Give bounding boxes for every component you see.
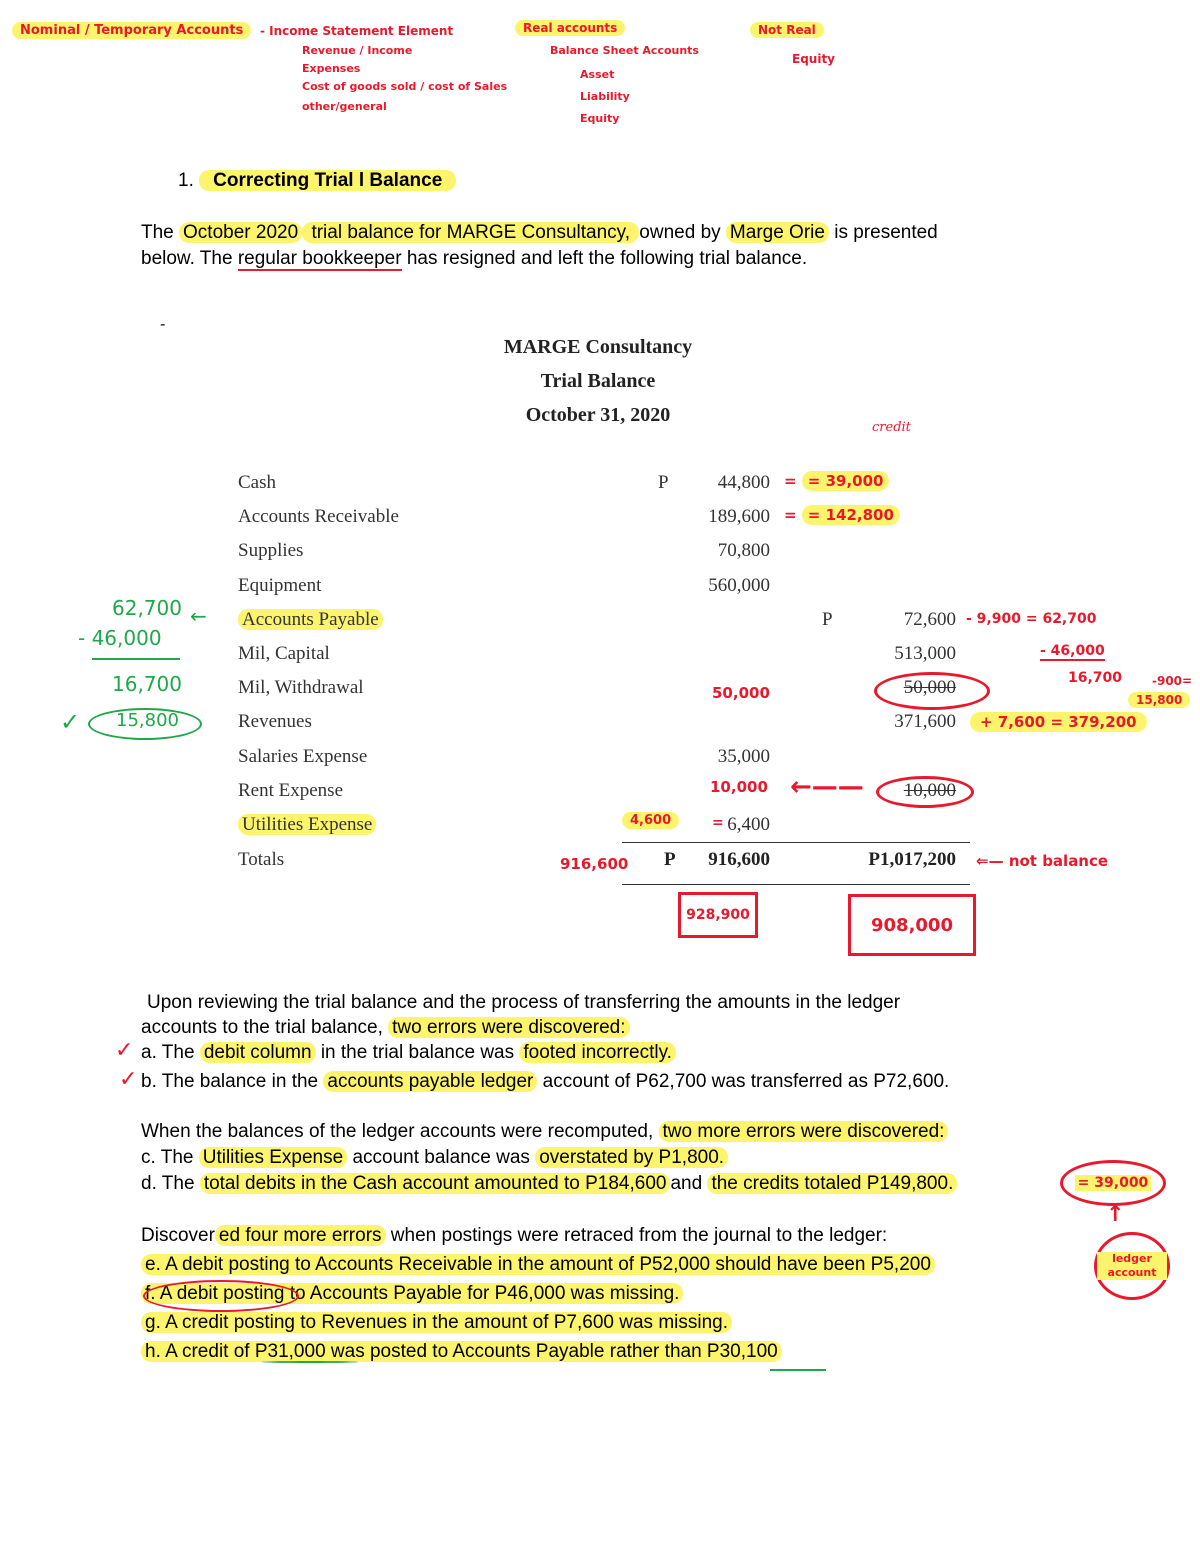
totals-left-annotation: 916,600 — [560, 855, 629, 873]
real-item-2: Liability — [580, 90, 630, 103]
rent-circle — [876, 776, 974, 808]
left-arrow-icon: ⇐— — [976, 852, 1004, 870]
error-d: d. The total debits in the Cash account amounted to P184,600 and the credits totaled P149,800. — [141, 1171, 1141, 1197]
recompute-paragraph — [141, 1119, 1141, 1197]
green-underline-1 — [262, 1361, 358, 1363]
utilities-eq: = — [712, 815, 724, 831]
box-credit: 908,000 — [848, 894, 976, 956]
withdrawal-circle — [874, 672, 990, 710]
retrace-line-1: Discover ed four more errors when postings were retraced from the journal to the ledger: — [141, 1225, 888, 1246]
intro-paragraph — [141, 220, 1061, 272]
ledger-account-oval: ledger account — [1094, 1232, 1170, 1300]
account-capital: Mil, Capital — [238, 643, 330, 664]
box-debit: 928,900 — [678, 892, 758, 938]
supplies-debit: 70,800 — [717, 540, 770, 561]
account-withdrawal: Mil, Withdrawal — [238, 677, 364, 698]
error-c: c. The Utilities Expense account balance was overstated by P1,800. — [141, 1145, 1141, 1171]
check-icon: ✓ — [60, 708, 81, 736]
is-item-4: other/general — [302, 100, 387, 113]
capital-credit: 513,000 — [894, 643, 956, 664]
ap-minus-annotation: - 46,000 — [1040, 643, 1105, 659]
error-a: ✓ a. The debit column in the trial balance was footed incorrectly. — [141, 1040, 1121, 1065]
totals-debit-prefix: P — [664, 849, 676, 870]
withdrawal-debit-annotation: 50,000 — [712, 684, 770, 702]
real-item-1: Asset — [580, 68, 615, 81]
is-item-2: Expenses — [302, 62, 361, 75]
ar-annotation: = = 142,800 — [784, 506, 900, 524]
check-icon: ✓ — [115, 1038, 134, 1063]
intro-line-1: The October 2020 trial balance for MARGE Consultancy, owned by Marge Orie is presented — [141, 222, 938, 243]
equipment-debit: 560,000 — [708, 575, 770, 596]
totals-credit: P1,017,200 — [868, 849, 956, 870]
green-underline-2 — [770, 1369, 826, 1371]
left-arrow-icon: ← — [190, 604, 207, 628]
left-62700: 62,700 — [112, 596, 182, 620]
credit-note: credit — [872, 420, 911, 435]
account-ar: Accounts Receivable — [238, 506, 399, 527]
rent-debit-annotation: 10,000 — [710, 778, 768, 796]
real-item-3: Equity — [580, 112, 620, 125]
totals-debit: 916,600 — [708, 849, 770, 870]
heading-title: Correcting Trial l Balance — [199, 170, 456, 191]
error-e: e. A debit posting to Accounts Receivable in the amount of P52,000 should have been P5,200 — [141, 1250, 1081, 1279]
left-46000: - 46,000 — [78, 626, 162, 650]
income-statement-note: - Income Statement Element — [260, 24, 454, 38]
retrace-paragraph — [141, 1221, 1081, 1366]
ap-credit: 72,600 — [903, 609, 956, 630]
utilities-debit: 6,400 — [727, 814, 770, 835]
ap-result-annotation: 16,700 — [1068, 670, 1123, 686]
ap-adj-annotation: -900= — [1152, 674, 1193, 688]
totals-rule-top — [622, 842, 970, 843]
heading-number: 1. — [178, 170, 194, 191]
recompute-line-1: When the balances of the ledger accounts were recomputed, two more errors were discovered: — [141, 1119, 1141, 1145]
revenue-annotation: + 7,600 = 379,200 — [970, 713, 1147, 731]
real-label: Real accounts — [515, 20, 625, 36]
account-cash: Cash — [238, 472, 276, 493]
review-paragraph — [115, 990, 1121, 1094]
top-notes — [10, 18, 870, 138]
tb-company: MARGE Consultancy — [503, 336, 693, 358]
ap-annotation: - 9,900 = 62,700 — [966, 611, 1097, 627]
review-line-1: Upon reviewing the trial balance and the process of transferring the amounts in the ledger — [147, 992, 901, 1013]
not-real-label: Not Real — [750, 22, 824, 38]
left-rule — [92, 658, 180, 660]
error-b: ✓ b. The balance in the accounts payable ledger account of P62,700 was transferred as P72,600. — [119, 1067, 950, 1092]
left-16700: 16,700 — [112, 672, 182, 696]
cash-result-oval: = 39,000 — [1060, 1160, 1166, 1206]
cash-annotation: = = 39,000 — [784, 472, 889, 490]
rent-credit: 10,000 — [903, 780, 956, 801]
error-f: f. A debit posting to Accounts Payable for P46,000 was missing. — [141, 1279, 1081, 1308]
account-supplies: Supplies — [238, 540, 304, 561]
account-utilities: Utilities Expense — [238, 814, 376, 836]
stray-dash: - — [160, 316, 166, 333]
is-item-1: Revenue / Income — [302, 44, 413, 57]
salaries-debit: 35,000 — [717, 746, 770, 767]
left-15800: 15,800 — [116, 710, 179, 731]
cash-debit: 44,800 — [717, 472, 770, 493]
is-item-3: Cost of goods sold / cost of Sales — [302, 80, 508, 93]
review-line-2: accounts to the trial balance, two errors were discovered: — [141, 1015, 1121, 1040]
error-h: h. A credit of P31,000 was posted to Accounts Payable rather than P30,100 — [141, 1337, 1081, 1366]
not-real-item: Equity — [792, 52, 836, 66]
utilities-new-annotation: 4,600 — [622, 812, 679, 829]
section-heading — [178, 170, 456, 192]
account-salaries: Salaries Expense — [238, 746, 368, 767]
tb-date: October 31, 2020 — [525, 404, 671, 426]
check-icon: ✓ — [119, 1067, 138, 1092]
account-revenues: Revenues — [238, 711, 312, 732]
cash-debit-prefix: P — [658, 472, 669, 493]
nominal-label: Nominal / Temporary Accounts — [12, 22, 251, 39]
ap-final-annotation: 15,800 — [1128, 692, 1190, 708]
real-sub: Balance Sheet Accounts — [550, 44, 699, 57]
account-rent: Rent Expense — [238, 780, 344, 801]
rent-arrow: ←—— — [790, 772, 864, 802]
intro-line-2: below. The regular bookkeeper has resigned and left the following trial balance. — [141, 248, 808, 269]
error-g: g. A credit posting to Revenues in the amount of P7,600 was missing. — [141, 1308, 1081, 1337]
not-balance-annotation: ⇐— not balance — [976, 852, 1109, 870]
ar-debit: 189,600 — [708, 506, 770, 527]
account-equipment: Equipment — [238, 575, 322, 596]
totals-label: Totals — [238, 849, 285, 870]
totals-rule-bottom — [622, 884, 970, 885]
debit-posting-circle — [143, 1280, 299, 1312]
ap-credit-prefix: P — [822, 609, 833, 630]
up-arrow-icon: ↑ — [1106, 1202, 1125, 1227]
tb-title: Trial Balance — [540, 370, 656, 392]
withdrawal-credit: 50,000 — [903, 677, 956, 698]
revenues-credit: 371,600 — [894, 711, 956, 732]
account-ap: Accounts Payable — [238, 609, 383, 631]
